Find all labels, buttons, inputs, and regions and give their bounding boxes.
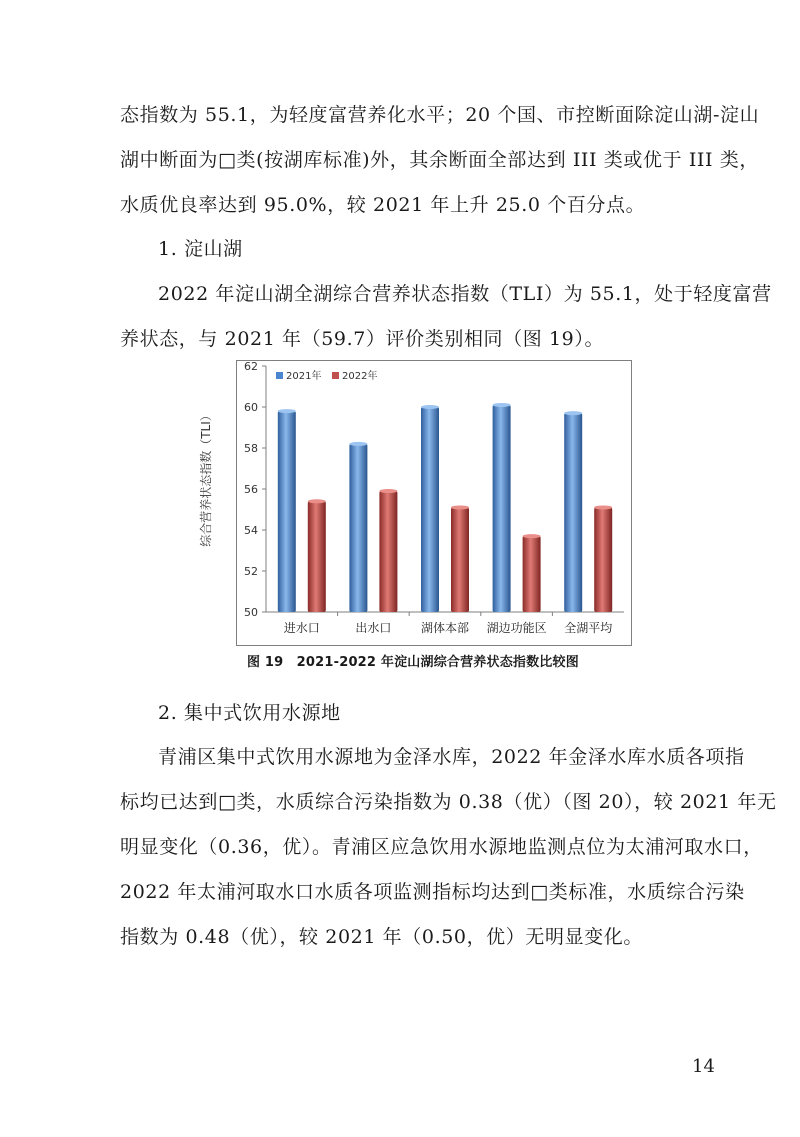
body-text-line: 2022 年淀山湖全湖综合营养状态指数（TLI）为 55.1，处于轻度富营 [158,283,772,305]
tli-bar-chart [199,360,632,646]
section-heading: 1. 淀山湖 [158,238,243,260]
bar-2022 [523,536,541,612]
body-text-line: 养状态，与 2021 年（59.7）评价类别相同（图 19）。 [120,328,605,350]
bar-top [379,489,397,493]
section-heading: 2. 集中式饮用水源地 [158,702,341,724]
bar-2022 [451,507,469,612]
bar-2021 [278,411,296,612]
figure-caption: 图 19 2021-2022 年淀山湖综合营养状态指数比较图 [247,655,579,670]
y-axis-label: 综合营养状态指数（TLI） [199,409,213,547]
x-tick-label: 进水口 [283,621,320,635]
bar-2021 [421,407,439,612]
chart-canvas [199,360,632,646]
bar-top [421,405,439,409]
bar-2022 [379,491,397,612]
body-text-line: 指数为 0.48（优），较 2021 年（0.50，优）无明显变化。 [120,926,643,948]
y-tick-label: 54 [244,524,258,537]
x-tick-label: 全湖平均 [564,621,613,635]
bar-top [564,411,582,415]
bar-top [308,499,326,503]
body-text-line: 青浦区集中式饮用水源地为金泽水库，2022 年金泽水库水质各项指 [158,746,745,768]
bar-2022 [308,501,326,612]
bar-2021 [564,413,582,612]
bar-2021 [349,444,367,612]
body-text-line: 态指数为 55.1，为轻度富营养化水平；20 个国、市控断面除淀山湖-淀山 [120,104,760,126]
body-text-line: 标均已达到□类，水质综合污染指数为 0.38（优）（图 20），较 2021 年无 [120,791,777,813]
y-tick-label: 58 [244,442,258,455]
y-tick-label: 62 [244,360,258,373]
bar-top [349,442,367,446]
bar-top [493,403,511,407]
y-tick-label: 60 [244,401,258,414]
body-text-line: 湖中断面为□类(按湖库标准)外，其余断面全部达到 III 类或优于 III 类， [120,149,759,171]
x-tick-label: 湖体本部 [420,621,470,635]
legend-label: 2022年 [342,371,378,382]
bar-top [278,409,296,413]
bar-top [451,505,469,509]
bar-2021 [493,405,511,612]
legend-label: 2021年 [286,371,322,382]
body-text-line: 水质优良率达到 95.0%，较 2021 年上升 25.0 个百分点。 [120,194,646,216]
body-text-line: 明显变化（0.36，优）。青浦区应急饮用水源地监测点位为太浦河取水口， [120,836,763,858]
page-number: 14 [692,1056,715,1077]
bar-top [594,505,612,509]
legend-swatch [332,372,339,379]
bar-top [523,534,541,538]
y-tick-label: 52 [244,565,258,578]
bar-2022 [594,507,612,612]
y-tick-label: 50 [244,606,258,619]
legend-swatch [276,372,283,379]
x-tick-label: 出水口 [355,621,392,635]
body-text-line: 2022 年太浦河取水口水质各项监测指标均达到□类标准，水质综合污染 [120,881,745,903]
x-tick-label: 湖边功能区 [486,621,547,635]
y-tick-label: 56 [244,483,258,496]
